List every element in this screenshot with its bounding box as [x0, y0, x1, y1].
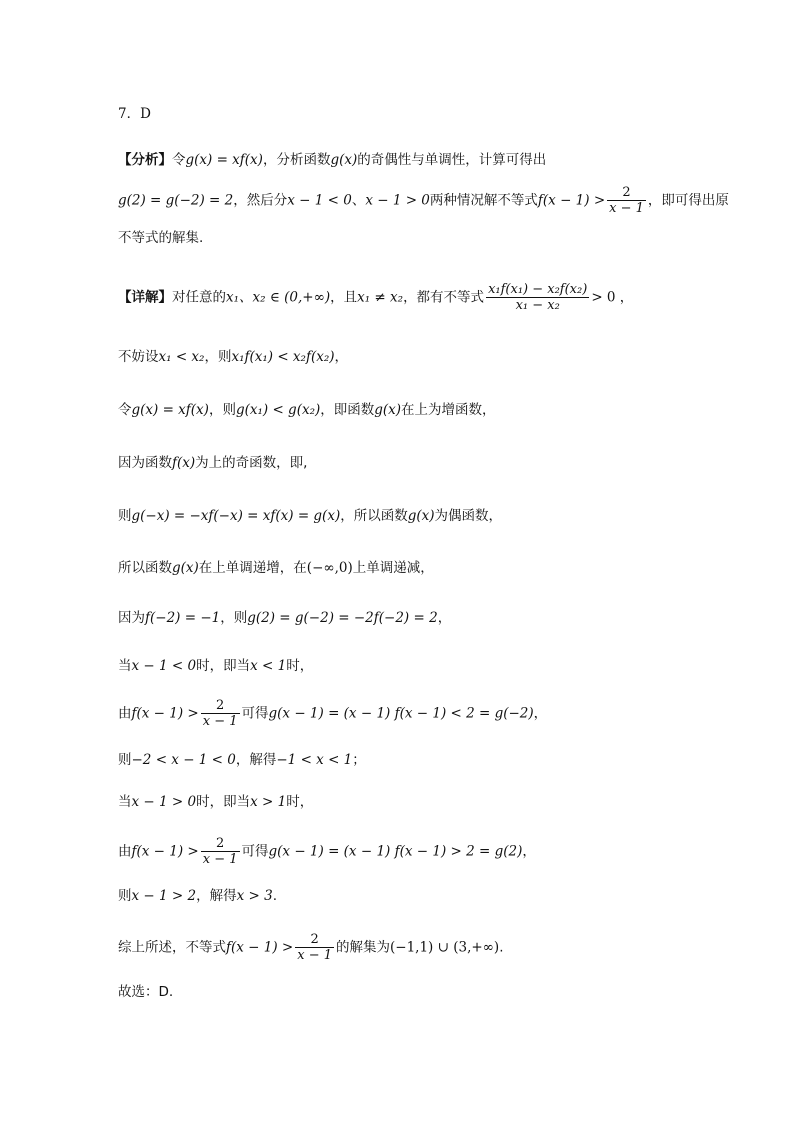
answer-text: 7．D — [118, 106, 151, 122]
math: g(x) = xf(x) — [131, 402, 209, 418]
text: 对任意的 — [172, 289, 226, 306]
detail-line-10 — [118, 750, 366, 770]
text: 不妨设 — [118, 349, 159, 365]
text: ，则 — [204, 349, 232, 365]
detail-tag: 【详解】 — [118, 289, 172, 306]
text: ，然后分 — [233, 192, 288, 209]
text: 为上的奇函数，即, — [195, 455, 308, 471]
math: x > 1 — [250, 794, 287, 810]
detail-line-8 — [118, 656, 313, 676]
text: 的解集为 — [336, 939, 390, 956]
text: 令 — [172, 152, 186, 168]
text: 可得 — [241, 843, 269, 860]
text: ，都有不等式 — [403, 289, 485, 306]
text: 由 — [118, 843, 132, 860]
math: g(x) = xf(x) — [185, 152, 263, 168]
math: x₁f(x₁) < x₂f(x₂) — [231, 349, 335, 365]
text: ，解得 — [196, 888, 237, 904]
text: 时， — [286, 794, 314, 810]
math: f(x) — [172, 455, 196, 471]
math: x − 1 > 2 — [131, 888, 197, 904]
detail-line-15 — [118, 982, 173, 1002]
text: ； — [352, 752, 366, 768]
text: ， — [533, 705, 548, 722]
text: 令 — [118, 402, 132, 418]
analysis-line-2 — [118, 185, 729, 216]
detail-line-7 — [118, 608, 451, 628]
math: g(2) = g(−2) = −2f(−2) = 2 — [247, 610, 438, 626]
detail-line-12 — [118, 836, 536, 867]
text: . — [499, 939, 504, 956]
text: 则 — [118, 752, 132, 768]
text: 时， — [286, 658, 314, 674]
detail-line-6 — [118, 558, 434, 578]
fraction-numerator: 2 — [310, 932, 319, 947]
math: −1 < x < 1 — [276, 752, 353, 768]
text: 可得 — [241, 705, 269, 722]
text: 两种情况解不等式 — [429, 192, 538, 209]
text: . — [272, 888, 277, 904]
math: g(x₁) < g(x₂) — [235, 402, 321, 418]
text: ，所以函数 — [340, 508, 408, 524]
text: 因为函数 — [118, 455, 172, 471]
text: 因为 — [118, 610, 145, 626]
math: x − 1 > 0 — [131, 794, 197, 810]
text: 的奇偶性与单调性，计算可得出 — [357, 152, 547, 168]
math: x < 1 — [250, 658, 287, 674]
text: ， — [522, 843, 536, 860]
fraction — [201, 836, 240, 867]
text: 时，即当 — [196, 794, 251, 810]
text: ， — [437, 610, 452, 626]
detail-line-5 — [118, 506, 502, 526]
fraction — [607, 185, 646, 216]
math: f(x − 1) > — [226, 939, 294, 956]
math: x₁ ≠ x₂ — [357, 289, 404, 306]
detail-line-4 — [118, 453, 307, 473]
text: 综上所述，不等式 — [118, 939, 226, 956]
fraction-denominator: x − 1 — [202, 714, 238, 729]
text: 所以函数 — [118, 560, 172, 576]
detail-line-1 — [118, 282, 633, 313]
text: ，解得 — [235, 752, 277, 768]
math: g(x) — [172, 560, 199, 576]
text: 则 — [118, 888, 132, 904]
math: g(x) — [407, 508, 435, 524]
text: 当 — [118, 794, 132, 810]
math: g(x − 1) = (x − 1) f(x − 1) < 2 = g(−2) — [268, 705, 534, 722]
math: g(x) — [330, 152, 358, 168]
math: g(2) = g(−2) = 2 — [118, 192, 234, 209]
text: 、 — [351, 192, 366, 209]
fraction-denominator: x − 1 — [609, 201, 644, 216]
fraction-denominator: x − 1 — [297, 948, 332, 963]
text: 在上为增函数， — [401, 402, 496, 418]
text: 为偶函数， — [434, 508, 503, 524]
math: f(x − 1) > — [537, 192, 606, 209]
math: x > 3 — [236, 888, 273, 904]
math: x₁、x₂ ∈ (0,+∞) — [226, 289, 331, 306]
fraction-numerator: x₁f(x₁) − x₂f(x₂) — [488, 282, 588, 297]
text: ， — [334, 349, 349, 365]
text: ，即可得出原 — [647, 192, 729, 209]
text: ，且 — [330, 289, 358, 306]
fraction — [486, 282, 589, 313]
detail-line-2 — [118, 347, 348, 367]
fraction-denominator: x − 1 — [202, 852, 238, 867]
text: ，即函数 — [320, 402, 375, 418]
math: g(−x) = −xf(−x) = xf(x) = g(x) — [131, 508, 341, 524]
text: 时，即当 — [196, 658, 251, 674]
answer-heading — [118, 104, 151, 124]
math: x₁ < x₂ — [158, 349, 205, 365]
detail-line-3 — [118, 400, 496, 420]
text: 不等式的解集. — [118, 230, 204, 246]
fraction-numerator: 2 — [622, 185, 631, 200]
math: x − 1 < 0 — [287, 192, 352, 209]
math: f(x − 1) > — [131, 705, 199, 722]
math: (−∞,0) — [306, 560, 353, 576]
math: (−1,1) ∪ (3,+∞) — [390, 939, 500, 956]
detail-line-9 — [118, 698, 547, 729]
text: ，则 — [220, 610, 248, 626]
detail-line-14 — [118, 932, 503, 963]
analysis-line-1 — [118, 150, 546, 170]
math: x − 1 > 0 — [365, 192, 430, 209]
math: x − 1 < 0 — [131, 658, 197, 674]
text: ，则 — [208, 402, 236, 418]
detail-line-11 — [118, 792, 313, 812]
fraction — [201, 698, 240, 729]
analysis-line-3 — [118, 228, 203, 248]
math: g(x) — [374, 402, 402, 418]
text: 由 — [118, 705, 132, 722]
fraction — [295, 932, 334, 963]
math: −2 < x − 1 < 0 — [131, 752, 236, 768]
text: 则 — [118, 508, 132, 524]
fraction-denominator: x₁ − x₂ — [486, 297, 589, 313]
fraction-numerator: 2 — [215, 698, 225, 713]
text: 当 — [118, 658, 132, 674]
analysis-tag: 【分析】 — [118, 152, 172, 168]
math: g(x − 1) = (x − 1) f(x − 1) > 2 = g(2) — [268, 843, 523, 860]
math: f(x − 1) > — [131, 843, 199, 860]
fraction-numerator: 2 — [215, 836, 225, 851]
text: 上单调递减， — [352, 560, 434, 576]
detail-line-13 — [118, 886, 277, 906]
text: 故选：D. — [118, 984, 174, 1000]
text: 在上单调递增，在 — [198, 560, 307, 576]
text: > 0 ， — [591, 289, 634, 306]
text: ，分析函数 — [262, 152, 331, 168]
math: f(−2) = −1 — [145, 610, 221, 626]
